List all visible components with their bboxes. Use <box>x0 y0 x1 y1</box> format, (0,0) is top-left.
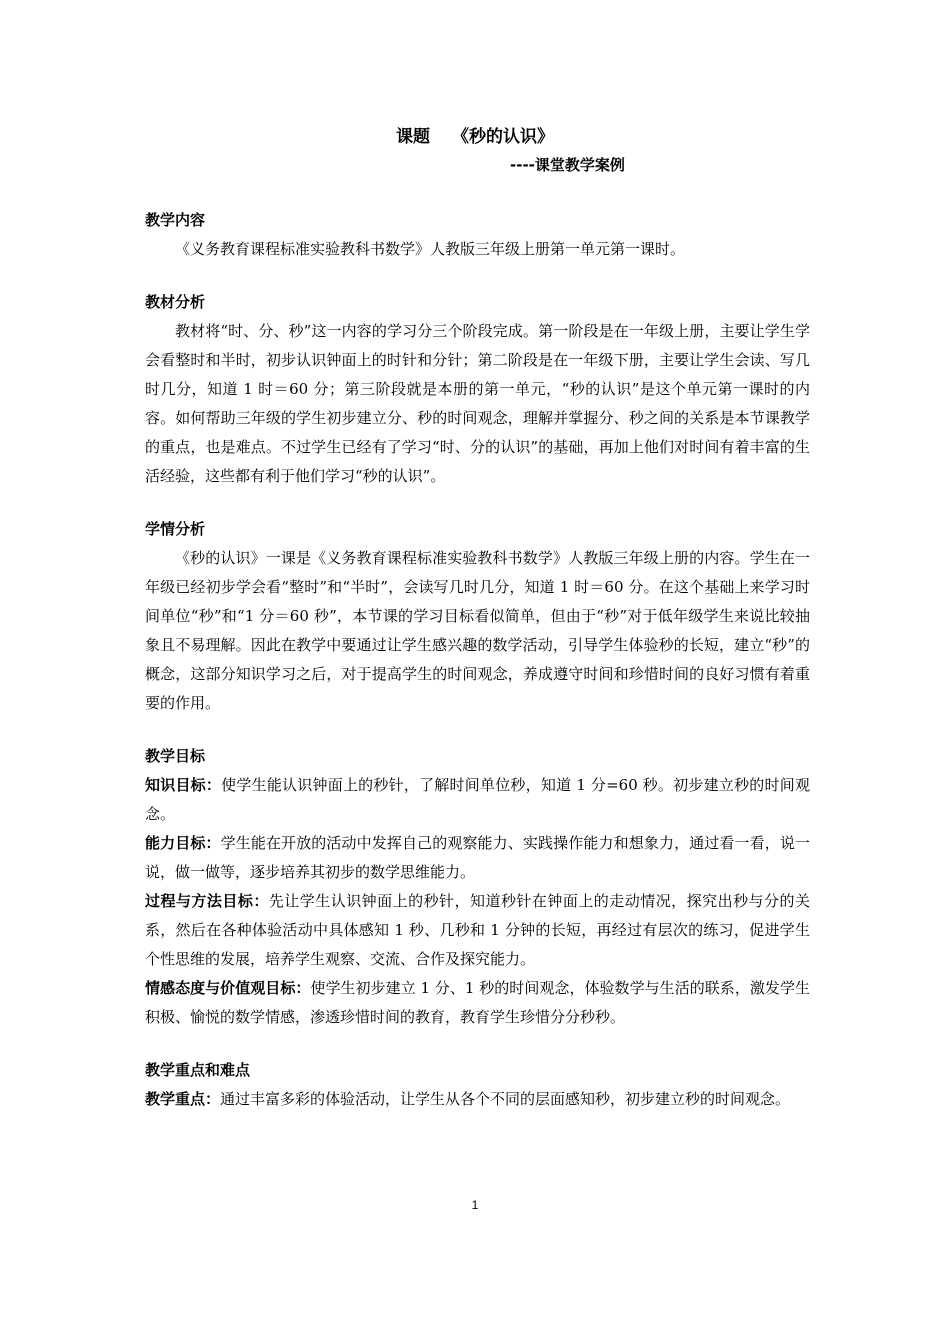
goal-text: 使学生初步建立 1 分、1 秒的时间观念，体验数学与生活的联系，激发学生积极、愉悦的数学情感，渗透珍惜时间的教育，教育学生珍惜分分秒秒。 <box>145 979 810 1026</box>
goal-label: 过程与方法目标： <box>145 892 269 910</box>
goal-label: 情感态度与价值观目标： <box>145 979 311 997</box>
goal-label: 能力目标： <box>145 834 221 852</box>
document-title <box>0 122 950 147</box>
title-prefix: 课题 <box>396 127 430 147</box>
section-heading: 教学目标 <box>145 747 206 765</box>
goal-ability <box>145 829 810 887</box>
section-heading: 教学重点和难点 <box>145 1061 251 1079</box>
section-heading: 学情分析 <box>145 520 206 538</box>
document-subtitle: ----课堂教学案例 <box>510 156 625 174</box>
goal-text: 先让学生认识钟面上的秒针，知道秒针在钟面上的走动情况，探究出秒与分的关系，然后在各种体验活动中具体感知 1 秒、几秒和 1 分钟的长短，再经过有层次的练习，促进学生个性思维的发展，培养学生观察、交流、合作及探究能力。 <box>145 892 810 968</box>
page-number: 1 <box>471 1198 479 1212</box>
section-paragraph: 《义务教育课程标准实验教科书数学》人教版三年级上册第一单元第一课时。 <box>175 240 686 258</box>
goal-attitude <box>145 974 810 1032</box>
goal-text: 使学生能认识钟面上的秒针，了解时间单位秒，知道 1 分=60 秒。初步建立秒的时间观念。 <box>145 776 810 823</box>
goal-label: 知识目标： <box>145 776 222 794</box>
key-point-label: 教学重点： <box>145 1090 221 1108</box>
section-student-analysis <box>145 515 810 718</box>
document-body <box>145 206 810 1138</box>
section-paragraph: 教材将“时、分、秒”这一内容的学习分三个阶段完成。第一阶段是在一年级上册，主要让学生学会看整时和半时，初步认识钟面上的时针和分针；第二阶段是在一年级下册，主要让学生会读、写几时几分，知道 1 时＝60 分；第三阶段就是本册的第一单元，“秒的认识”是这个单元第一课时的内容。如何帮助三年级的学生初步建立分、秒的时间观念，理解并掌握分、秒之间的关系是本节课教学的重点，也是难点。不过学生已经有了学习“时、分的认识”的基础，再加上他们对时间有着丰富的生活经验，这些都有利于他们学习“秒的认识”。 <box>145 322 810 485</box>
key-point-text: 通过丰富多彩的体验活动，让学生从各个不同的层面感知秒，初步建立秒的时间观念。 <box>220 1090 791 1108</box>
section-heading: 教材分析 <box>145 293 206 311</box>
goal-text: 学生能在开放的活动中发挥自己的观察能力、实践操作能力和想象力，通过看一看，说一说，做一做等，逐步培养其初步的数学思维能力。 <box>145 834 810 881</box>
goal-process <box>145 887 810 974</box>
section-teaching-content <box>145 206 810 264</box>
goal-knowledge <box>145 771 810 829</box>
section-key-points <box>145 1056 810 1114</box>
section-heading: 教学内容 <box>145 211 206 229</box>
section-teaching-goals <box>145 742 810 1032</box>
section-paragraph: 《秒的认识》一课是《义务教育课程标准实验教科书数学》人教版三年级上册的内容。学生在一年级已经初步学会看“整时”和“半时”，会读写几时几分，知道 1 时＝60 分。在这个基础上来学习时间单位“秒”和“1 分＝60 秒”，本节课的学习目标看似简单，但由于“秒”对于低年级学生来说比较抽象且不易理解。因此在教学中要通过让学生感兴趣的数学活动，引导学生体验秒的长短，建立“秒”的概念，这部分知识学习之后，对于提高学生的时间观念，养成遵守时间和珍惜时间的良好习惯有着重要的作用。 <box>145 549 810 712</box>
key-point <box>145 1085 810 1114</box>
title-main: 《秒的认识》 <box>452 127 554 147</box>
section-material-analysis <box>145 288 810 491</box>
